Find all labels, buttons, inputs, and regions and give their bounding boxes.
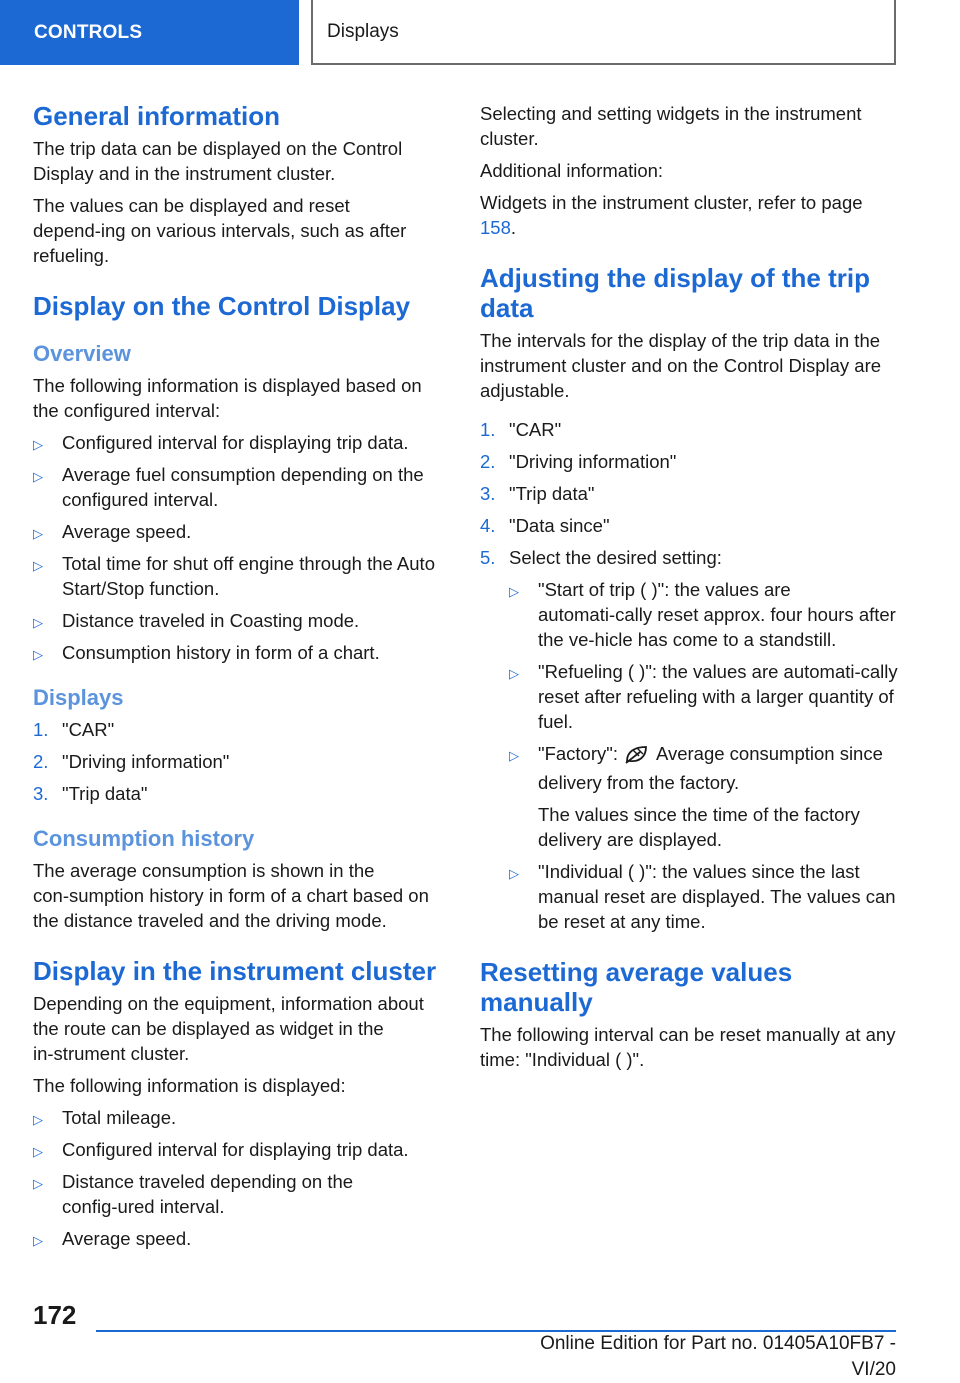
list-item: ▷ Distance traveled depending on the config‑ured interval. xyxy=(33,1171,354,1217)
list-item: ▷ Distance traveled in Coasting mode. xyxy=(33,608,443,633)
right-column xyxy=(480,101,900,1079)
paragraph: The average consumption is shown in the con‑sumption history in form of a chart based on the distance traveled and the driving mode. xyxy=(33,860,429,931)
step-item: 4. "Data since" xyxy=(480,515,610,536)
heading-resetting-average-values: Resetting average values manually xyxy=(480,957,793,1017)
step-item: 5. Select the desired setting: ▷ "Start of trip ( )": the values are automati‑cally reset approx. four hours after the ve‑hicle has come to a standstill. ▷ "Refueling ( )": the values are automati‑cally reset after refueling with a larger quantity of fuel. ▷ "Factory": Average consumption since delivery from the factory. The values since the time of the factory delivery are displayed. ▷ "Individual ( )": the values since the last manual reset are displayed. The values can be reset at any time. xyxy=(480,545,900,934)
chapter-title: Displays xyxy=(311,0,896,65)
setting-factory: ▷ "Factory": Average consumption since delivery from the factory. The values since the time of the factory delivery are displayed. xyxy=(509,741,900,852)
left-column xyxy=(33,101,443,1258)
overview-list xyxy=(33,430,443,665)
paragraph: The values since the time of the factory delivery are displayed. xyxy=(538,804,860,850)
list-item: ▷ Configured interval for displaying trip data. xyxy=(33,1137,443,1162)
step-item: 3. "Trip data" xyxy=(33,783,148,804)
cross-reference: Widgets in the instrument cluster, refer to page 158. xyxy=(480,192,863,238)
step-item: 1. "CAR" xyxy=(480,419,562,440)
heading-control-display: Display on the Control Display xyxy=(33,291,411,321)
step-item: 1. "CAR" xyxy=(33,719,115,740)
paragraph: Selecting and setting widgets in the instrument cluster. xyxy=(480,103,862,149)
triangle-bullet-icon: ▷ xyxy=(509,866,519,881)
triangle-bullet-icon: ▷ xyxy=(33,1233,43,1248)
triangle-bullet-icon: ▷ xyxy=(509,584,519,599)
triangle-bullet-icon: ▷ xyxy=(509,666,519,681)
triangle-bullet-icon: ▷ xyxy=(33,437,43,452)
section-tab: CONTROLS xyxy=(0,0,299,65)
subheading-displays: Displays xyxy=(33,685,124,710)
triangle-bullet-icon: ▷ xyxy=(33,558,43,573)
setting-refueling: ▷ "Refueling ( )": the values are automati‑cally reset after refueling with a larger quantity of fuel. xyxy=(509,661,898,732)
triangle-bullet-icon: ▷ xyxy=(33,647,43,662)
list-item: ▷ Total time for shut off engine through the Auto Start/Stop function. xyxy=(33,553,435,599)
list-item: ▷ Configured interval for displaying trip data. xyxy=(33,430,443,455)
adjust-steps xyxy=(480,417,900,934)
paragraph: The following interval can be reset manually at any time: "Individual ( )". xyxy=(480,1024,896,1070)
list-item: ▷ Average fuel consumption depending on the configured interval. xyxy=(33,464,424,510)
subheading-overview: Overview xyxy=(33,341,131,366)
triangle-bullet-icon: ▷ xyxy=(33,469,43,484)
subheading-consumption-history: Consumption history xyxy=(33,826,255,851)
eco-leaf-icon xyxy=(624,744,650,770)
list-item: ▷ Consumption history in form of a chart. xyxy=(33,640,443,665)
triangle-bullet-icon: ▷ xyxy=(33,615,43,630)
paragraph: The intervals for the display of the trip data in the instrument cluster and on the Control Display are adjustable. xyxy=(480,330,882,401)
paragraph: The values can be displayed and reset depend‑ing on various intervals, such as after refueling. xyxy=(33,195,407,266)
paragraph: The following information is displayed: xyxy=(33,1075,346,1096)
step-item: 3. "Trip data" xyxy=(480,483,595,504)
paragraph: Additional information: xyxy=(480,160,664,181)
page-link[interactable]: 158 xyxy=(480,217,511,238)
list-item: ▷ Average speed. xyxy=(33,519,443,544)
heading-adjusting-display: Adjusting the display of the trip data xyxy=(480,263,870,323)
triangle-bullet-icon: ▷ xyxy=(33,526,43,541)
triangle-bullet-icon: ▷ xyxy=(33,1144,43,1159)
list-item: ▷ Average speed. xyxy=(33,1226,443,1251)
triangle-bullet-icon: ▷ xyxy=(509,748,519,763)
paragraph: Depending on the equipment, information about the route can be displayed as widget in the in‑strument cluster. xyxy=(33,993,424,1064)
displays-steps xyxy=(33,717,443,806)
triangle-bullet-icon: ▷ xyxy=(33,1112,43,1127)
page-number: 172 xyxy=(33,1300,77,1330)
heading-instrument-cluster: Display in the instrument cluster xyxy=(33,956,437,986)
setting-options xyxy=(509,577,900,934)
edition-note: Online Edition for Part no. 01405A10FB7 - VI/20 xyxy=(540,1333,896,1380)
heading-general-information: General information xyxy=(33,101,281,131)
setting-individual: ▷ "Individual ( )": the values since the last manual reset are displayed. The values can be reset at any time. xyxy=(509,861,896,932)
step-item: 2. "Driving information" xyxy=(480,451,677,472)
paragraph: The trip data can be displayed on the Control Display and in the instrument cluster. xyxy=(33,138,403,184)
step-item: 2. "Driving information" xyxy=(33,751,230,772)
triangle-bullet-icon: ▷ xyxy=(33,1176,43,1191)
list-item: ▷ Total mileage. xyxy=(33,1105,443,1130)
paragraph: The following information is displayed based on the configured interval: xyxy=(33,375,422,421)
setting-start-of-trip: ▷ "Start of trip ( )": the values are automati‑cally reset approx. four hours after the ve‑hicle has come to a standstill. xyxy=(509,579,896,650)
cluster-list xyxy=(33,1105,443,1251)
